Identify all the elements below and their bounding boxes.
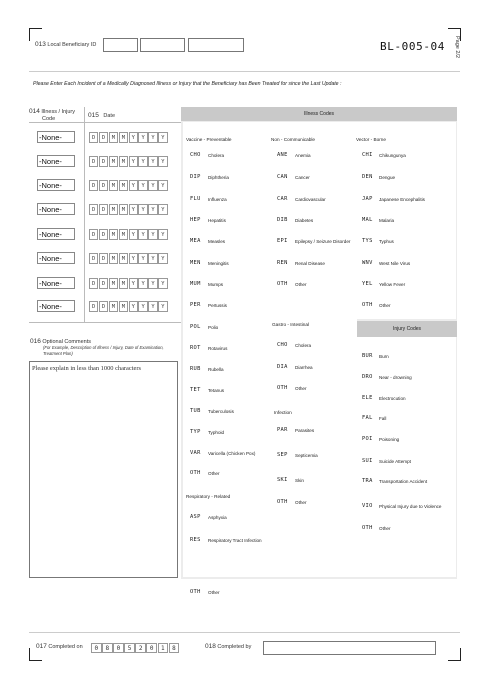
date-digit-cell[interactable]: Y (148, 156, 157, 167)
vector-code: DEN (362, 174, 373, 180)
date-digit-cell[interactable]: Y (158, 301, 167, 312)
respiratory-label: Respiratory Tract Infection (208, 538, 262, 543)
illness-code-select[interactable]: -None- (37, 228, 75, 240)
injury-label: Physical Injury due to Violence (379, 504, 442, 509)
date-digit-cell[interactable]: D (99, 156, 108, 167)
vaccine-label: Varicella (Chicken Pox) (208, 451, 256, 456)
injury-code: VIO (362, 503, 373, 509)
date-digit-cell[interactable]: D (89, 204, 98, 215)
vector-code: JAP (362, 196, 373, 202)
form-code: BL-005-04 (380, 40, 446, 53)
vaccine-code: MEN (190, 260, 201, 266)
vaccine-label: Cholera (208, 153, 225, 158)
injury-label: Burn (379, 354, 389, 359)
infection-heading: Infection (274, 410, 292, 415)
date-digit-cell[interactable]: D (89, 132, 98, 143)
date-digit-cell[interactable]: D (89, 253, 98, 264)
date-digit-cell[interactable]: Y (158, 132, 167, 143)
vaccine-code: DIP (190, 174, 201, 180)
date-number: 015 (88, 112, 99, 119)
incidents-bottom-line (29, 322, 181, 323)
date-digit-cell[interactable]: M (119, 180, 128, 191)
injury-label: Electrocution (379, 396, 406, 401)
vector-label: West Nile Virus (379, 261, 411, 266)
infection-code: SKI (277, 477, 288, 483)
non-communicable-label: Anemia (295, 153, 311, 158)
date-digit-cell[interactable]: Y (129, 253, 138, 264)
page-indicator-label: Page (454, 36, 460, 49)
illness-code-select[interactable]: -None- (37, 277, 75, 289)
completed-on-digit[interactable]: 8 (169, 643, 180, 653)
completed-by-number: 018 (205, 643, 216, 650)
non-communicable-code: OTH (277, 281, 288, 287)
date-digit-cell[interactable]: M (109, 204, 118, 215)
vector-code: CHI (362, 152, 373, 158)
respiratory-code: ASP (190, 514, 201, 520)
vector-code: WNV (362, 260, 373, 266)
date-digit-cell[interactable]: M (109, 278, 118, 289)
injury-code: FAL (362, 415, 373, 421)
completed-by-label (205, 643, 251, 650)
vaccine-code: OTH (190, 470, 201, 476)
comments-label: Optional Comments (42, 339, 91, 345)
vector-label: Japanese Encephalitis (379, 197, 425, 202)
date-digit-cell[interactable]: M (109, 132, 118, 143)
non-communicable-code: ANE (277, 152, 288, 158)
date-digit-cell[interactable]: Y (138, 204, 147, 215)
gastro-intestinal-heading: Gastro - Intestinal (272, 322, 309, 327)
date-digit-cell[interactable]: D (99, 229, 108, 240)
non-communicable-code: CAR (277, 196, 288, 202)
vector-code: TYS (362, 238, 373, 244)
vaccine-code: CHO (190, 152, 201, 158)
date-digit-cell[interactable]: D (89, 301, 98, 312)
footer-divider (29, 632, 460, 633)
illness-code-label-1: Illness / Injury (41, 109, 76, 115)
illness-code-label-2: Code (42, 116, 56, 122)
date-digit-cell[interactable]: Y (148, 253, 157, 264)
completed-by-field[interactable] (263, 641, 436, 655)
vaccine-code: RUB (190, 366, 201, 372)
completed-on-digit[interactable]: 0 (91, 643, 102, 653)
vaccine-code: POL (190, 324, 201, 330)
completed-by-text: Completed by (217, 644, 252, 650)
vaccine-label: Mumps (208, 282, 224, 287)
injury-label: Fall (379, 416, 387, 421)
completed-on-digit[interactable]: 1 (158, 643, 169, 653)
date-digit-cell[interactable]: Y (138, 253, 147, 264)
vaccine-code: VAR (190, 450, 201, 456)
date-digit-cell[interactable]: Y (148, 301, 157, 312)
comments-textarea[interactable] (29, 361, 178, 578)
completed-on-date[interactable] (91, 643, 180, 653)
date-digit-cell[interactable]: Y (129, 204, 138, 215)
non-communicable-label: Cardiovascular (295, 197, 326, 202)
completed-on-text: Completed on (48, 644, 83, 650)
completed-on-digit[interactable]: 0 (146, 643, 157, 653)
date-digit-cell[interactable]: M (109, 253, 118, 264)
vector-code: YEL (362, 281, 373, 287)
beneficiary-id-box-3[interactable] (188, 38, 244, 52)
date-digit-cell[interactable]: D (89, 180, 98, 191)
incident-date-input[interactable] (89, 132, 168, 143)
vector-borne-heading: Vector - Borne (356, 137, 386, 142)
page-indicator-value: 2/2 (454, 50, 460, 59)
incident-date-input[interactable] (89, 156, 168, 167)
illness-code-select[interactable]: -None- (37, 131, 75, 143)
injury-code: POI (362, 436, 373, 442)
infection-code: SEP (277, 452, 288, 458)
date-digit-cell[interactable]: D (89, 229, 98, 240)
respiratory-heading: Respiratory - Related (186, 494, 231, 499)
vaccine-code: TUB (190, 408, 201, 414)
date-digit-cell[interactable]: Y (158, 229, 167, 240)
date-digit-cell[interactable]: Y (158, 180, 167, 191)
date-digit-cell[interactable]: M (119, 278, 128, 289)
comments-header (30, 339, 164, 357)
infection-label: Parasites (295, 428, 315, 433)
infection-label: Skin (295, 478, 304, 483)
date-digit-cell[interactable]: Y (148, 278, 157, 289)
date-digit-cell[interactable]: Y (138, 229, 147, 240)
completed-on-digit[interactable]: 0 (113, 643, 124, 653)
date-digit-cell[interactable]: D (99, 180, 108, 191)
vaccine-code: PER (190, 302, 201, 308)
vaccine-label: Measles (208, 239, 226, 244)
date-digit-cell[interactable]: Y (138, 132, 147, 143)
vector-label: Other (379, 303, 391, 308)
corner-mark-top-left (29, 28, 42, 41)
date-digit-cell[interactable]: M (119, 156, 128, 167)
non-communicable-code: EPI (277, 238, 288, 244)
date-digit-cell[interactable]: D (99, 204, 108, 215)
illness-code-number: 014 (29, 108, 40, 115)
date-digit-cell[interactable]: M (119, 204, 128, 215)
injury-label: Other (379, 526, 391, 531)
date-header (88, 112, 115, 119)
illness-code-select[interactable]: -None- (37, 300, 75, 312)
incident-date-input[interactable] (89, 204, 168, 215)
completed-on-digit[interactable]: 2 (135, 643, 146, 653)
incident-date-input[interactable] (89, 301, 168, 312)
non-communicable-heading: Non - Communicable (271, 137, 316, 142)
completed-on-digit[interactable]: 8 (102, 643, 113, 653)
completed-on-label (36, 643, 83, 650)
date-digit-cell[interactable]: Y (138, 301, 147, 312)
illness-codes-title: Illness Codes (181, 107, 457, 121)
incidents-column-divider (84, 107, 85, 322)
vaccine-preventable-heading: Vaccine - Preventable (186, 137, 232, 142)
date-digit-cell[interactable]: M (119, 229, 128, 240)
vaccine-label: Influenza (208, 197, 227, 202)
gastro-code: DIA (277, 364, 288, 370)
vaccine-code: MUM (190, 281, 201, 287)
vaccine-label: Typhoid (208, 430, 225, 435)
vaccine-label: Meningitis (208, 261, 229, 266)
beneficiary-id-box-1[interactable] (103, 38, 138, 52)
comments-placeholder: Please explain in less than 1000 characters (32, 365, 141, 372)
injury-label: Near - drowning (379, 375, 412, 380)
date-digit-cell[interactable]: Y (129, 301, 138, 312)
date-digit-cell[interactable]: D (99, 301, 108, 312)
vaccine-code: HEP (190, 217, 201, 223)
vaccine-label: Other (208, 471, 220, 476)
date-digit-cell[interactable]: Y (129, 180, 138, 191)
vaccine-label: Rotavirus (208, 346, 228, 351)
date-digit-cell[interactable]: D (89, 278, 98, 289)
incident-date-input[interactable] (89, 253, 168, 264)
infection-code: OTH (277, 499, 288, 505)
non-communicable-code: REN (277, 260, 288, 266)
date-digit-cell[interactable]: Y (129, 132, 138, 143)
infection-label: Other (295, 500, 307, 505)
gastro-code: OTH (277, 385, 288, 391)
vaccine-label: Rubella (208, 367, 224, 372)
infection-label: Septicemia (295, 453, 318, 458)
injury-code: OTH (362, 525, 373, 531)
vaccine-code: TET (190, 387, 201, 393)
date-digit-cell[interactable]: M (109, 229, 118, 240)
incidents-header-line (29, 122, 181, 123)
date-digit-cell[interactable]: Y (138, 156, 147, 167)
date-digit-cell[interactable]: Y (138, 278, 147, 289)
vaccine-code: MEA (190, 238, 201, 244)
vaccine-code: FLU (190, 196, 201, 202)
vector-label: Malaria (379, 218, 395, 223)
comments-number: 016 (30, 338, 41, 345)
gastro-label: Cholera (295, 343, 312, 348)
date-digit-cell[interactable]: Y (148, 204, 157, 215)
vaccine-code: TYP (190, 429, 201, 435)
completed-on-digit[interactable]: 5 (124, 643, 135, 653)
non-communicable-label: Renal Disease (295, 261, 325, 266)
vaccine-label: Pertussis (208, 303, 227, 308)
respiratory-code: OTH (190, 589, 201, 595)
vaccine-label: Tetanus (208, 388, 225, 393)
vaccine-label: Polio (208, 325, 219, 330)
date-digit-cell[interactable]: Y (129, 278, 138, 289)
non-communicable-label: Other (295, 282, 307, 287)
incident-date-input[interactable] (89, 278, 168, 289)
date-digit-cell[interactable]: D (89, 156, 98, 167)
vaccine-label: Tuberculosis (208, 409, 234, 414)
infection-code: PAR (277, 427, 288, 433)
beneficiary-id-box-2[interactable] (140, 38, 185, 52)
vaccine-code: ROT (190, 345, 201, 351)
vector-code: OTH (362, 302, 373, 308)
injury-white-area (357, 337, 456, 577)
date-digit-cell[interactable]: M (109, 301, 118, 312)
gastro-label: Other (295, 386, 307, 391)
date-digit-cell[interactable]: D (99, 278, 108, 289)
date-digit-cell[interactable]: M (109, 180, 118, 191)
date-digit-cell[interactable]: M (119, 132, 128, 143)
date-label: Date (103, 113, 116, 119)
date-digit-cell[interactable]: M (119, 253, 128, 264)
illness-code-select[interactable]: -None- (37, 203, 75, 215)
non-communicable-code: DIB (277, 217, 288, 223)
injury-code: BUR (362, 353, 373, 359)
incident-date-input[interactable] (89, 229, 168, 240)
date-digit-cell[interactable]: Y (129, 229, 138, 240)
vector-label: Typhus (379, 239, 394, 244)
date-digit-cell[interactable]: Y (158, 204, 167, 215)
vector-label: Chikungunya (379, 153, 406, 158)
date-digit-cell[interactable]: D (99, 253, 108, 264)
vector-code: MAL (362, 217, 373, 223)
respiratory-label: Asphyxia (208, 515, 227, 520)
vaccine-label: Hepatitis (208, 218, 226, 223)
header-divider (29, 71, 460, 72)
vector-label: Dengue (379, 175, 396, 180)
illness-code-select[interactable]: -None- (37, 252, 75, 264)
beneficiary-id-text: Local Beneficiary ID (47, 42, 97, 48)
comments-hint-1: (For Example, Description of Illness / Injury, Date of Examination, (43, 345, 164, 350)
injury-label: Poisoning (379, 437, 400, 442)
non-communicable-label: Epilepsy / Seizure Disorder (295, 239, 351, 244)
injury-label: Suicide Attempt (379, 459, 411, 464)
non-communicable-label: Diabetes (295, 218, 314, 223)
illness-code-header (29, 108, 75, 123)
non-communicable-code: CAN (277, 174, 288, 180)
respiratory-label: Other (208, 590, 220, 595)
injury-code: TRA (362, 478, 373, 484)
date-digit-cell[interactable]: Y (158, 156, 167, 167)
date-digit-cell[interactable]: Y (148, 132, 157, 143)
injury-code: DRO (362, 374, 373, 380)
completed-on-number: 017 (36, 643, 47, 650)
beneficiary-id-number: 013 (35, 41, 46, 48)
respiratory-code: RES (190, 537, 201, 543)
date-digit-cell[interactable]: M (109, 156, 118, 167)
comments-hint-2: Treatment Plan) (43, 351, 73, 356)
injury-code: SUI (362, 458, 373, 464)
injury-codes-title: Injury Codes (357, 321, 457, 337)
illness-code-select[interactable]: -None- (37, 155, 75, 167)
date-digit-cell[interactable]: Y (138, 180, 147, 191)
injury-label: Transportation Accident (379, 479, 428, 484)
date-digit-cell[interactable]: Y (158, 253, 167, 264)
page-indicator-text (454, 36, 460, 58)
incident-date-input[interactable] (89, 180, 168, 191)
non-communicable-label: Cancer (295, 175, 310, 180)
date-digit-cell[interactable]: D (99, 132, 108, 143)
corner-mark-bottom-right (448, 648, 461, 661)
vector-label: Yellow Fever (379, 282, 406, 287)
vaccine-label: Diphtheria (208, 175, 229, 180)
gastro-code: CHO (277, 342, 288, 348)
date-digit-cell[interactable]: Y (148, 180, 157, 191)
injury-code: ELE (362, 395, 373, 401)
page-indicator (448, 36, 462, 58)
date-digit-cell[interactable]: Y (129, 156, 138, 167)
date-digit-cell[interactable]: Y (148, 229, 157, 240)
date-digit-cell[interactable]: Y (158, 278, 167, 289)
gastro-label: Diarrhea (295, 365, 313, 370)
illness-code-select[interactable]: -None- (37, 179, 75, 191)
instruction-text: Please Enter Each Incident of a Medically Diagnosed Illness or Injury that the Beneficiary has Been Treated for since the Last Update : (33, 81, 342, 87)
beneficiary-id-label (35, 41, 96, 48)
date-digit-cell[interactable]: M (119, 301, 128, 312)
